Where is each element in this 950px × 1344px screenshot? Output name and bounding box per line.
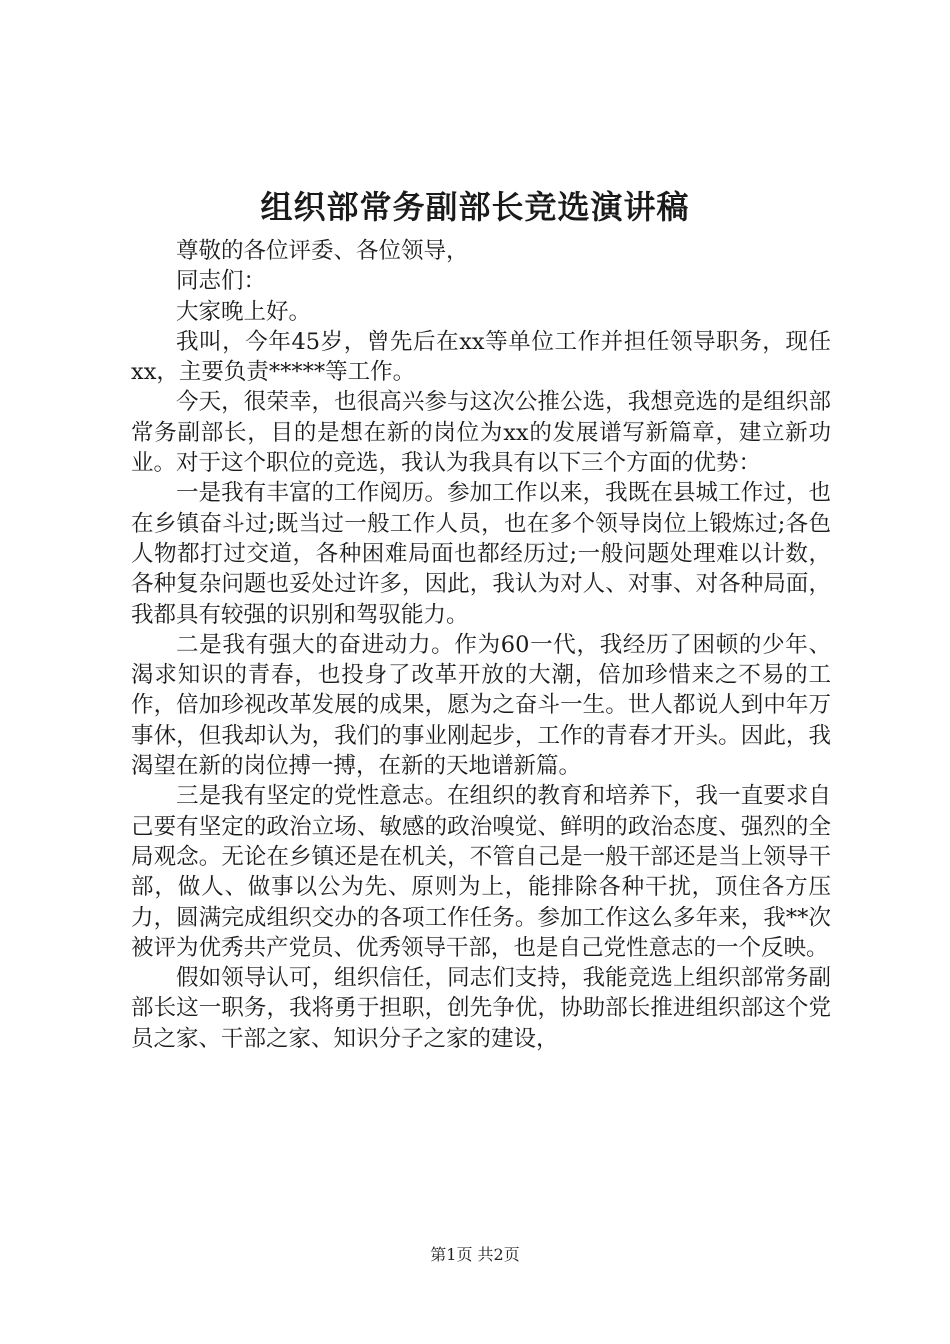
- paragraph-advantage-3: 三是我有坚定的党性意志。在组织的教育和培养下，我一直要求自己要有坚定的政治立场、敏感的政治嗅觉、鲜明的政治态度、强烈的全局观念。无论在乡镇还是在机关，不管自己是一般干部还是当上领导干部，做人、做事以公为先、原则为上，能排除各种干扰，顶住各方压力，圆满完成组织交办的各项工作任务。参加工作这么多年来，我**次被评为优秀共产党员、优秀领导干部，也是自己党性意志的一个反映。: [131, 783, 831, 961]
- paragraph-advantage-2: 二是我有强大的奋进动力。作为60一代，我经历了困顿的少年、渴求知识的青春，也投身了改革开放的大潮，倍加珍惜来之不易的工作，倍加珍视改革发展的成果，愿为之奋斗一生。世人都说人到中年万事休，但我却认为，我们的事业刚起步，工作的青春才开头。因此，我渴望在新的岗位搏一搏，在新的天地谱新篇。: [131, 631, 831, 780]
- paragraph-introduction: 我叫，今年45岁，曾先后在xx等单位工作并担任领导职务，现任xx，主要负责*****等工作。: [131, 328, 831, 386]
- salutation-line-1: 尊敬的各位评委、各位领导，: [176, 238, 469, 264]
- paragraph-purpose: 今天，很荣幸，也很高兴参与这次公推公选，我想竞选的是组织部常务副部长，目的是想在新的岗位为xx的发展谱写新篇章，建立新功业。对于这个职位的竞选，我认为我具有以下三个方面的优势：: [131, 389, 831, 477]
- greeting-line: 大家晚上好。: [176, 298, 312, 325]
- document-title: 组织部常务副部长竞选演讲稿: [260, 188, 690, 226]
- paragraph-advantage-1: 一是我有丰富的工作阅历。参加工作以来，我既在县城工作过，也在乡镇奋斗过;既当过一般工作人员，也在多个领导岗位上锻炼过;各色人物都打过交道，各种困难局面也都经历过;一般问题处理难以计数，各种复杂问题也妥处过许多，因此，我认为对人、对事、对各种局面，我都具有较强的识别和驾驭能力。: [131, 480, 831, 628]
- document-body: [131, 236, 831, 1054]
- page-number-footer: 第1页 共2页: [430, 1245, 520, 1264]
- paragraph-commitment: 假如领导认可，组织信任，同志们支持，我能竞选上组织部常务副部长这一职务，我将勇于担职，创先争优，协助部长推进组织部这个党员之家、干部之家、知识分子之家的建设，: [131, 965, 831, 1052]
- salutation-line-2: 同志们：: [176, 268, 267, 295]
